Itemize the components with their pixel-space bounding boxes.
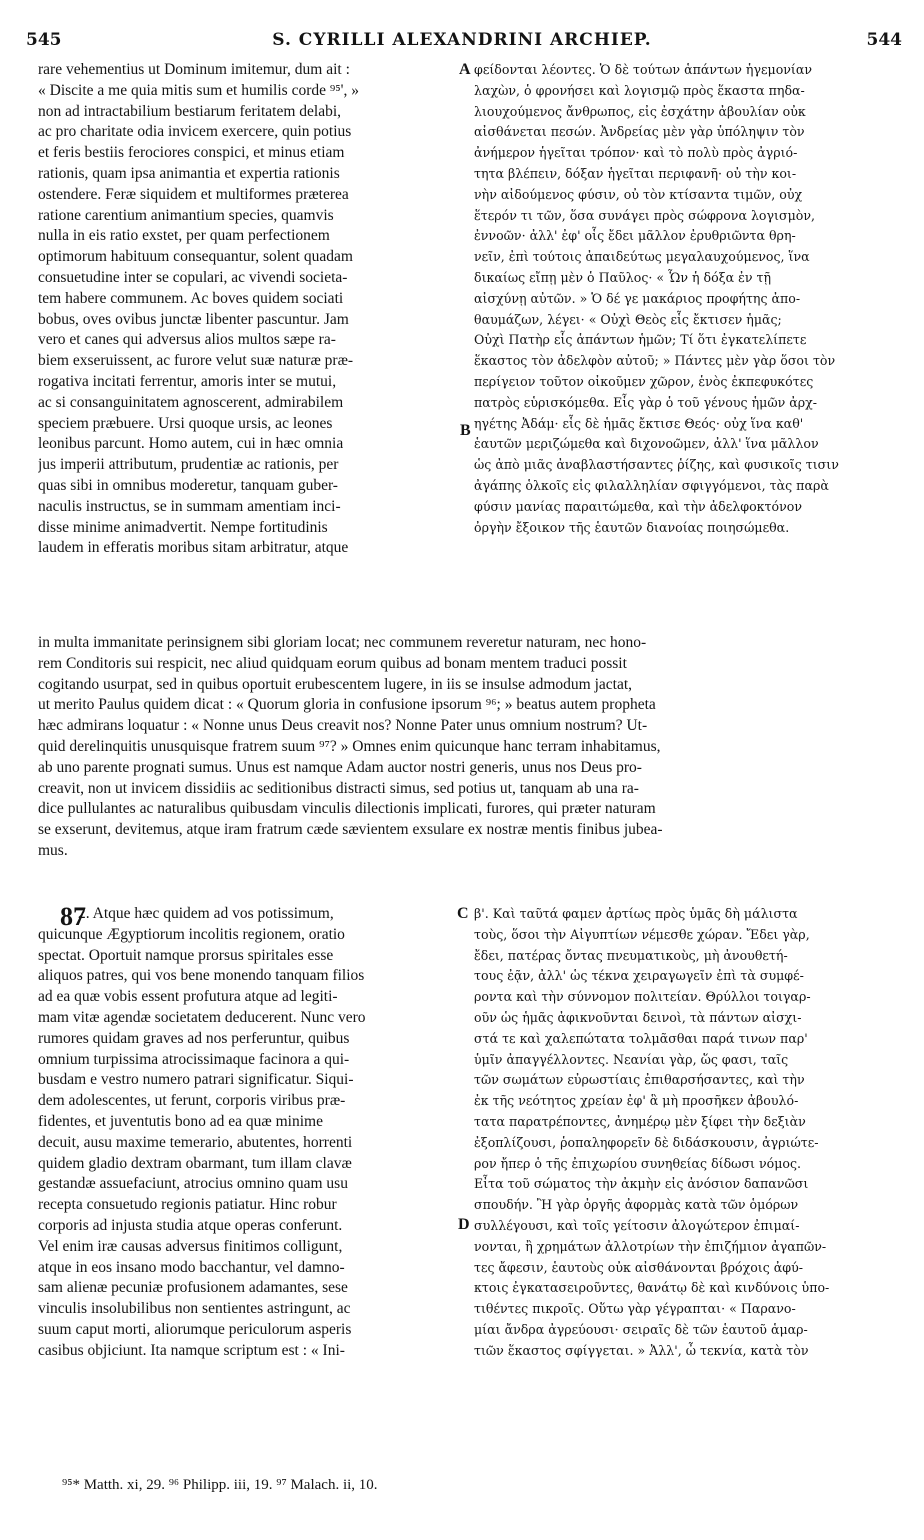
greek-text-line: ἀνήμερον ἡγεῖται τρόπον· καὶ τὸ πολὺ πρὸς ἀγριό-: [474, 145, 798, 161]
section-number: 87: [60, 902, 86, 931]
latin-text-line: optimorum habituum consequantur, solent quadam: [38, 248, 353, 266]
latin-text-line: bobus, oves ovibus junctæ libenter pascuntur. Jam: [38, 310, 349, 328]
greek-text-line: τατα παρατρέποντες, ἀνημέρῳ μὲν ξίφει τὴν δεξιὰν: [474, 1113, 806, 1129]
greek-text-line: ὑμῖν ἀπαγγέλλοντες. Νεανίαι γὰρ, ὥς φασι, ταῖς: [474, 1051, 789, 1067]
greek-text-line: τιθέντες πικροῖς. Οὕτω γὰρ γέγραπται· « Παρανο-: [474, 1301, 796, 1317]
greek-text-line: στά τε καὶ χαλεπώτατα τολμᾶσθαι παρά τινων παρ': [474, 1030, 808, 1046]
latin-text-line: quidem gladio dextram obarmant, tum illam clavæ: [38, 1154, 352, 1172]
greek-text-line: σπουδήν. Ἢ γὰρ ὀργῆς ἀφορμὰς κατὰ τῶν ὁμόρων: [474, 1197, 799, 1213]
page-number-right: 544: [866, 30, 902, 50]
latin-text-line: recepta consuetudo regionis patiatur. Hinc robur: [38, 1196, 337, 1214]
latin-text-line: decuit, ausu maxime temerario, abutentes, horrenti: [38, 1133, 353, 1151]
greek-text-line: β'. Καὶ ταῦτά φαμεν ἀρτίως πρὸς ὑμᾶς δὴ μάλιστα: [474, 906, 798, 921]
latin-text-line: ad ea quæ vobis essent profutura atque ad legiti-: [38, 988, 338, 1006]
latin-text-line: quid derelinquitis unusquisque fratrem suum ⁹⁷? » Omnes enim quicunque hanc terram inhabitamus,: [38, 737, 661, 755]
latin-text-line: rogativa incitati ferrentur, amoris inter se mutui,: [38, 372, 337, 390]
greek-text-line: νεῖν, ἐπὶ τούτοις ἀπαιδεύτως μεγαλαυχούμενος, ἵνα: [474, 249, 810, 265]
latin-text-line: biem exseruissent, ac furore velut suæ naturæ præ-: [38, 352, 354, 370]
latin-text-line: vero et canes qui adversus alios multos sæpe ra-: [38, 331, 336, 349]
greek-text-line: τοὺς, ὅσοι τὴν Αἰγυπτίων νέμεσθε χώραν. Ἔδει γὰρ,: [474, 926, 810, 942]
latin-text-line: ut merito Paulus quidem dicat : « Quorum gloria in confusione ipsorum ⁹⁶; » beatus autem propheta: [38, 696, 656, 714]
greek-text-line: ὀργὴν ἔξοικον τῆς ἑαυτῶν διανοίας ποιησώμεθα.: [474, 519, 790, 535]
latin-text-line: 2. Atque hæc quidem ad vos potissimum,: [78, 905, 334, 922]
greek-text-line: τητα βλέπειν, δόξαν ἡγεῖται περιφανῆ· οὐ τὴν κοι-: [474, 165, 797, 181]
greek-text-line: ρον ἤπερ ὁ τῆς ἐπιχωρίου συνηθείας δίδωσι νόμος.: [474, 1155, 802, 1171]
greek-text-line: λιουχούμενος ἄνθρωπος, εἰς ἐσχάτην ἀβουλίαν οὐκ: [474, 103, 806, 119]
greek-text-line: ὡς ἀπὸ μιᾶς ἀναβλαστήσαντες ῥίζης, καὶ φυσικοῖς τισιν: [474, 457, 839, 473]
greek-text-line: φείδονται λέοντες. Ὁ δὲ τούτων ἁπάντων ἡγεμονίαν: [474, 62, 813, 77]
latin-text-line: spectat. Oportuit namque prorsus spiritales esse: [38, 946, 334, 964]
latin-text-line: quas sibi in omnibus moderetur, tanquam guber-: [38, 476, 338, 494]
latin-text-line: mam vitæ agendæ societatem deducerent. Nunc vero: [38, 1008, 366, 1026]
greek-text-line: φύσιν μανίας παραιτώμεθα, καὶ τὴν ἀδελφοκτόνον: [474, 498, 802, 514]
latin-text-line: leonibus parcunt. Homo autem, cui in hæc omnia: [38, 435, 344, 453]
latin-text-line: atque in eos insano modo bacchantur, vel damno-: [38, 1258, 345, 1276]
page-number-left: 545: [26, 30, 62, 50]
latin-text-line: rem Conditoris sui respicit, nec aliud quidquam eorum quibus ad bonam mentem traduci possit: [38, 654, 627, 672]
latin-text-line: creavit, non ut invicem dissidiis ac seditionibus distracti simus, sed potius ut, tanquam ab una ra-: [38, 779, 639, 797]
latin-text-line: naculis instructus, se in summam amentiam inci-: [38, 497, 341, 515]
latin-text-line: laudem in efferatis moribus sitam arbitratur, atque: [38, 539, 349, 557]
latin-text-line: omnium turpissima atrocissimaque facinora a qui-: [38, 1050, 350, 1068]
greek-text-line: ροντα καὶ τὴν σύννομον πολιτείαν. Θρύλλοι τοιγαρ-: [474, 989, 811, 1005]
running-title: S. CYRILLI ALEXANDRINI ARCHIEP.: [272, 30, 652, 50]
latin-text-line: disse minime animadvertit. Nempe fortitudinis: [38, 518, 328, 536]
latin-text-line: Vel enim iræ causas adversus finitimos colligunt,: [38, 1237, 343, 1255]
greek-text-line: ἐκ τῆς νεότητος χρείαν ἐφ' ἃ μὴ προσῆκεν ἀβουλό-: [474, 1093, 799, 1109]
latin-text-line: se exserunt, devitemus, atque iram fratrum cæde sævientem exsulare ex nostræ mentis finibus jubea-: [38, 821, 663, 839]
greek-text-line: ηγέτης Ἀδάμ· εἷς δὲ ἡμᾶς ἔκτισε Θεός· οὐχ ἵνα καθ': [474, 415, 804, 431]
greek-text-line: συλλέγουσι, καὶ τοῖς γείτοσιν ἀλογώτερον ἐπιμαί-: [474, 1217, 800, 1233]
greek-text-line: τες ἄφεσιν, ἑαυτοὺς οὐκ αἰσθάνονται βρόχοις ἀφύ-: [474, 1259, 804, 1275]
latin-text-line: « Discite a me quia mitis sum et humilis corde ⁹⁵', »: [38, 81, 359, 99]
latin-text-line: corporis ad injusta studia atque operas conferunt.: [38, 1216, 343, 1234]
greek-text-line: αἰσχύνῃ αὐτῶν. » Ὁ δέ γε μακάριος προφήτης ἀπο-: [474, 290, 801, 306]
margin-marker-c: C: [457, 905, 469, 922]
margin-marker-d: D: [458, 1216, 470, 1233]
latin-text-line: non ad intractabilium bestiarum feritatem delabi,: [38, 102, 342, 120]
greek-text-line: ἔδει, πατέρας ὄντας πνευματικοὺς, μὴ ἀνουθετή-: [474, 947, 788, 963]
latin-text-line: consuetudine inter se copulari, ac vivendi societa-: [38, 268, 348, 286]
greek-text-line: οῦν ὡς ἡμᾶς ἀφικνοῦνται δεινοὶ, τὰ πάντων αἰσχι-: [474, 1009, 802, 1025]
greek-text-line: πατρὸς εὑρισκόμεθα. Εἷς γὰρ ὁ τοῦ γένους ἡμῶν ἀρχ-: [474, 394, 818, 410]
greek-text-line: κτοις ἐγκατασειροῦντες, θανάτῳ δὲ καὶ κινδύνοις ὑπο-: [474, 1280, 830, 1296]
latin-text-line: ab uno parente prognati sumus. Unus est namque Adam auctor nostri generis, unus nos Deus pro-: [38, 758, 642, 776]
latin-text-line: gestandæ assuefaciunt, atrocius omnino quam usu: [38, 1175, 348, 1193]
latin-column-bottom: [38, 904, 456, 1362]
latin-text-line: rationis, quam ipsa animantia et expertia rationis: [38, 164, 340, 182]
latin-text-line: jus imperii attributum, prudentiæ ac rationis, per: [38, 456, 339, 474]
greek-text-line: ἕτερόν τι τῶν, ὅσα συνάγει πρὸς σώφρονα λογισμὸν,: [474, 207, 815, 223]
latin-text-line: speciem præbuere. Ursi quoque ursis, ac leones: [38, 414, 333, 432]
greek-text-line: νονται, ἢ χρημάτων ἀλλοτρίων τὴν ἐπιζήμιον ἀγαπῶν-: [474, 1238, 827, 1254]
latin-text-line: dice pullulantes ac naturalibus quibusdam vinculis dilectionis implicati, furores, qui præter naturam: [38, 800, 656, 818]
margin-marker-b: B: [460, 422, 471, 439]
latin-text-line: suum caput morti, aliorumque periculorum asperis: [38, 1320, 352, 1338]
latin-text-line: hæc admirans loquatur : « Nonne unus Deus creavit nos? Nonne Pater unus omnium nostrum? Ut-: [38, 717, 648, 735]
greek-text-line: θαυμάζων, λέγει· « Οὐχὶ Θεὸς εἷς ἔκτισεν ἡμᾶς;: [474, 311, 782, 327]
latin-text-line: dem adolescentes, ut ferunt, corporis viribus præ-: [38, 1092, 346, 1110]
greek-text-line: μίαι ἄνδρα ἀγρεύουσι· σειραῖς δὲ τῶν ἑαυτοῦ ἁμαρ-: [474, 1321, 808, 1337]
greek-text-line: ἀγάπης ὁλκοῖς εἰς φιλαλληλίαν σφιγγόμενοι, τὰς παρὰ: [474, 477, 829, 493]
latin-text-line: ac pro charitate odia invicem exercere, quin potius: [38, 123, 352, 141]
latin-text-line: cogitando usurpat, sed in quibus oportuit erubescentem lugere, in iis se insulse admodum jactat,: [38, 675, 633, 693]
greek-text-line: Οὐχὶ Πατὴρ εἷς ἁπάντων ἡμῶν; Τί ὅτι ἐγκατελίπετε: [474, 332, 807, 348]
latin-full-width-paragraph: [38, 633, 910, 862]
latin-text-line: rumores quidam graves ad nos perferuntur, quibus: [38, 1029, 350, 1047]
latin-text-line: casibus objiciunt. Ita namque scriptum est : « Ini-: [38, 1341, 345, 1359]
greek-text-line: τους ἐᾷν, ἀλλ' ὡς τέκνα χειραγωγεῖν ἐπὶ τὰ συμφέ-: [474, 968, 804, 984]
latin-text-line: in multa immanitate perinsignem sibi gloriam locat; nec communem reveretur naturam, nec hono-: [38, 634, 647, 651]
latin-text-line: quicunque Ægyptiorum incolitis regionem, oratio: [38, 925, 345, 943]
latin-text-line: rare vehementius ut Dominum imitemur, dum ait :: [38, 61, 350, 78]
greek-column-top: [474, 60, 904, 538]
latin-text-line: fidentes, et juventutis bono ad ea quæ minime: [38, 1112, 323, 1130]
latin-text-line: tem habere communem. Ac boves quidem sociati: [38, 289, 344, 307]
greek-text-line: δικαίως εἴπῃ μὲν ὁ Παῦλος· « Ὧν ἡ δόξα ἐν τῇ: [474, 269, 772, 285]
latin-text-line: ratione carentium animantium species, quamvis: [38, 206, 334, 224]
greek-text-line: ἐννοῶν· ἀλλ' ἐφ' οἷς ἔδει μᾶλλον ἐρυθριῶντα θρη-: [474, 228, 796, 244]
latin-column-top: [38, 60, 456, 559]
greek-text-line: ἕκαστος τὸν ἀδελφὸν αὐτοῦ; » Πάντες μὲν γὰρ ὅσοι τὸν: [474, 353, 836, 369]
greek-text-line: τῶν σωμάτων εὐρωστίαις ἐπιθαρσήσαντες, καὶ τὴν: [474, 1072, 805, 1088]
latin-text-line: mus.: [38, 841, 68, 859]
latin-text-line: et feris bestiis ferociores conspici, et minus etiam: [38, 144, 345, 162]
greek-text-line: αἰσθάνεται πεσών. Ἀνδρείας μὲν γὰρ ὑπόληψιν τὸν: [474, 124, 805, 140]
latin-text-line: aliquos patres, qui vos bene monendo tanquam filios: [38, 967, 365, 985]
latin-text-line: vinculis insolubilibus non sentientes astringunt, ac: [38, 1300, 351, 1318]
latin-text-line: ostendere. Feræ siquidem et multiformes præterea: [38, 185, 349, 203]
greek-text-line: νὴν αἰδούμενος φύσιν, οὐ τὸν κτίσαντα τιμῶν, οὐχ: [474, 186, 803, 202]
greek-text-line: ἐξοπλίζουσι, ῥοπαληφορεῖν δὲ διδάσκουσιν, ἀγριώτε-: [474, 1134, 819, 1150]
greek-column-bottom: [474, 904, 904, 1362]
margin-marker-a: A: [459, 61, 471, 78]
latin-text-line: ac si consanguinitatem agnoscerent, admirabilem: [38, 393, 344, 411]
latin-text-line: sam alienæ pecuniæ profusionem adamantes, sese: [38, 1279, 348, 1297]
greek-text-line: ἑαυτῶν μεριζώμεθα καὶ διχονοῶμεν, ἀλλ' ἵνα μᾶλλον: [474, 436, 819, 452]
greek-text-line: τιῶν ἕκαστος σφίγγεται. » Ἀλλ', ὦ τεκνία, κατὰ τὸν: [474, 1342, 809, 1358]
greek-text-line: περίγειον τοῦτον οἰκοῦμεν χῶρον, ἑνὸς ἐκπεφυκότες: [474, 373, 814, 389]
latin-text-line: nulla in eis ratio exstet, per quam perfectionem: [38, 227, 330, 245]
latin-text-line: busdam e vestro numero patrari significatur. Siqui-: [38, 1071, 354, 1089]
footnotes: ⁹⁵* Matth. xi, 29. ⁹⁶ Philipp. iii, 19. ⁹⁷ Malach. ii, 10.: [62, 1477, 378, 1493]
greek-text-line: λαχὼν, ὁ φρονήσει καὶ λογισμῷ πρὸς ἕκαστα πηδα-: [474, 82, 805, 98]
greek-text-line: Εἶτα τοῦ σώματος τὴν ἀκμὴν εἰς ἀνόσιον δαπανῶσι: [474, 1176, 809, 1192]
